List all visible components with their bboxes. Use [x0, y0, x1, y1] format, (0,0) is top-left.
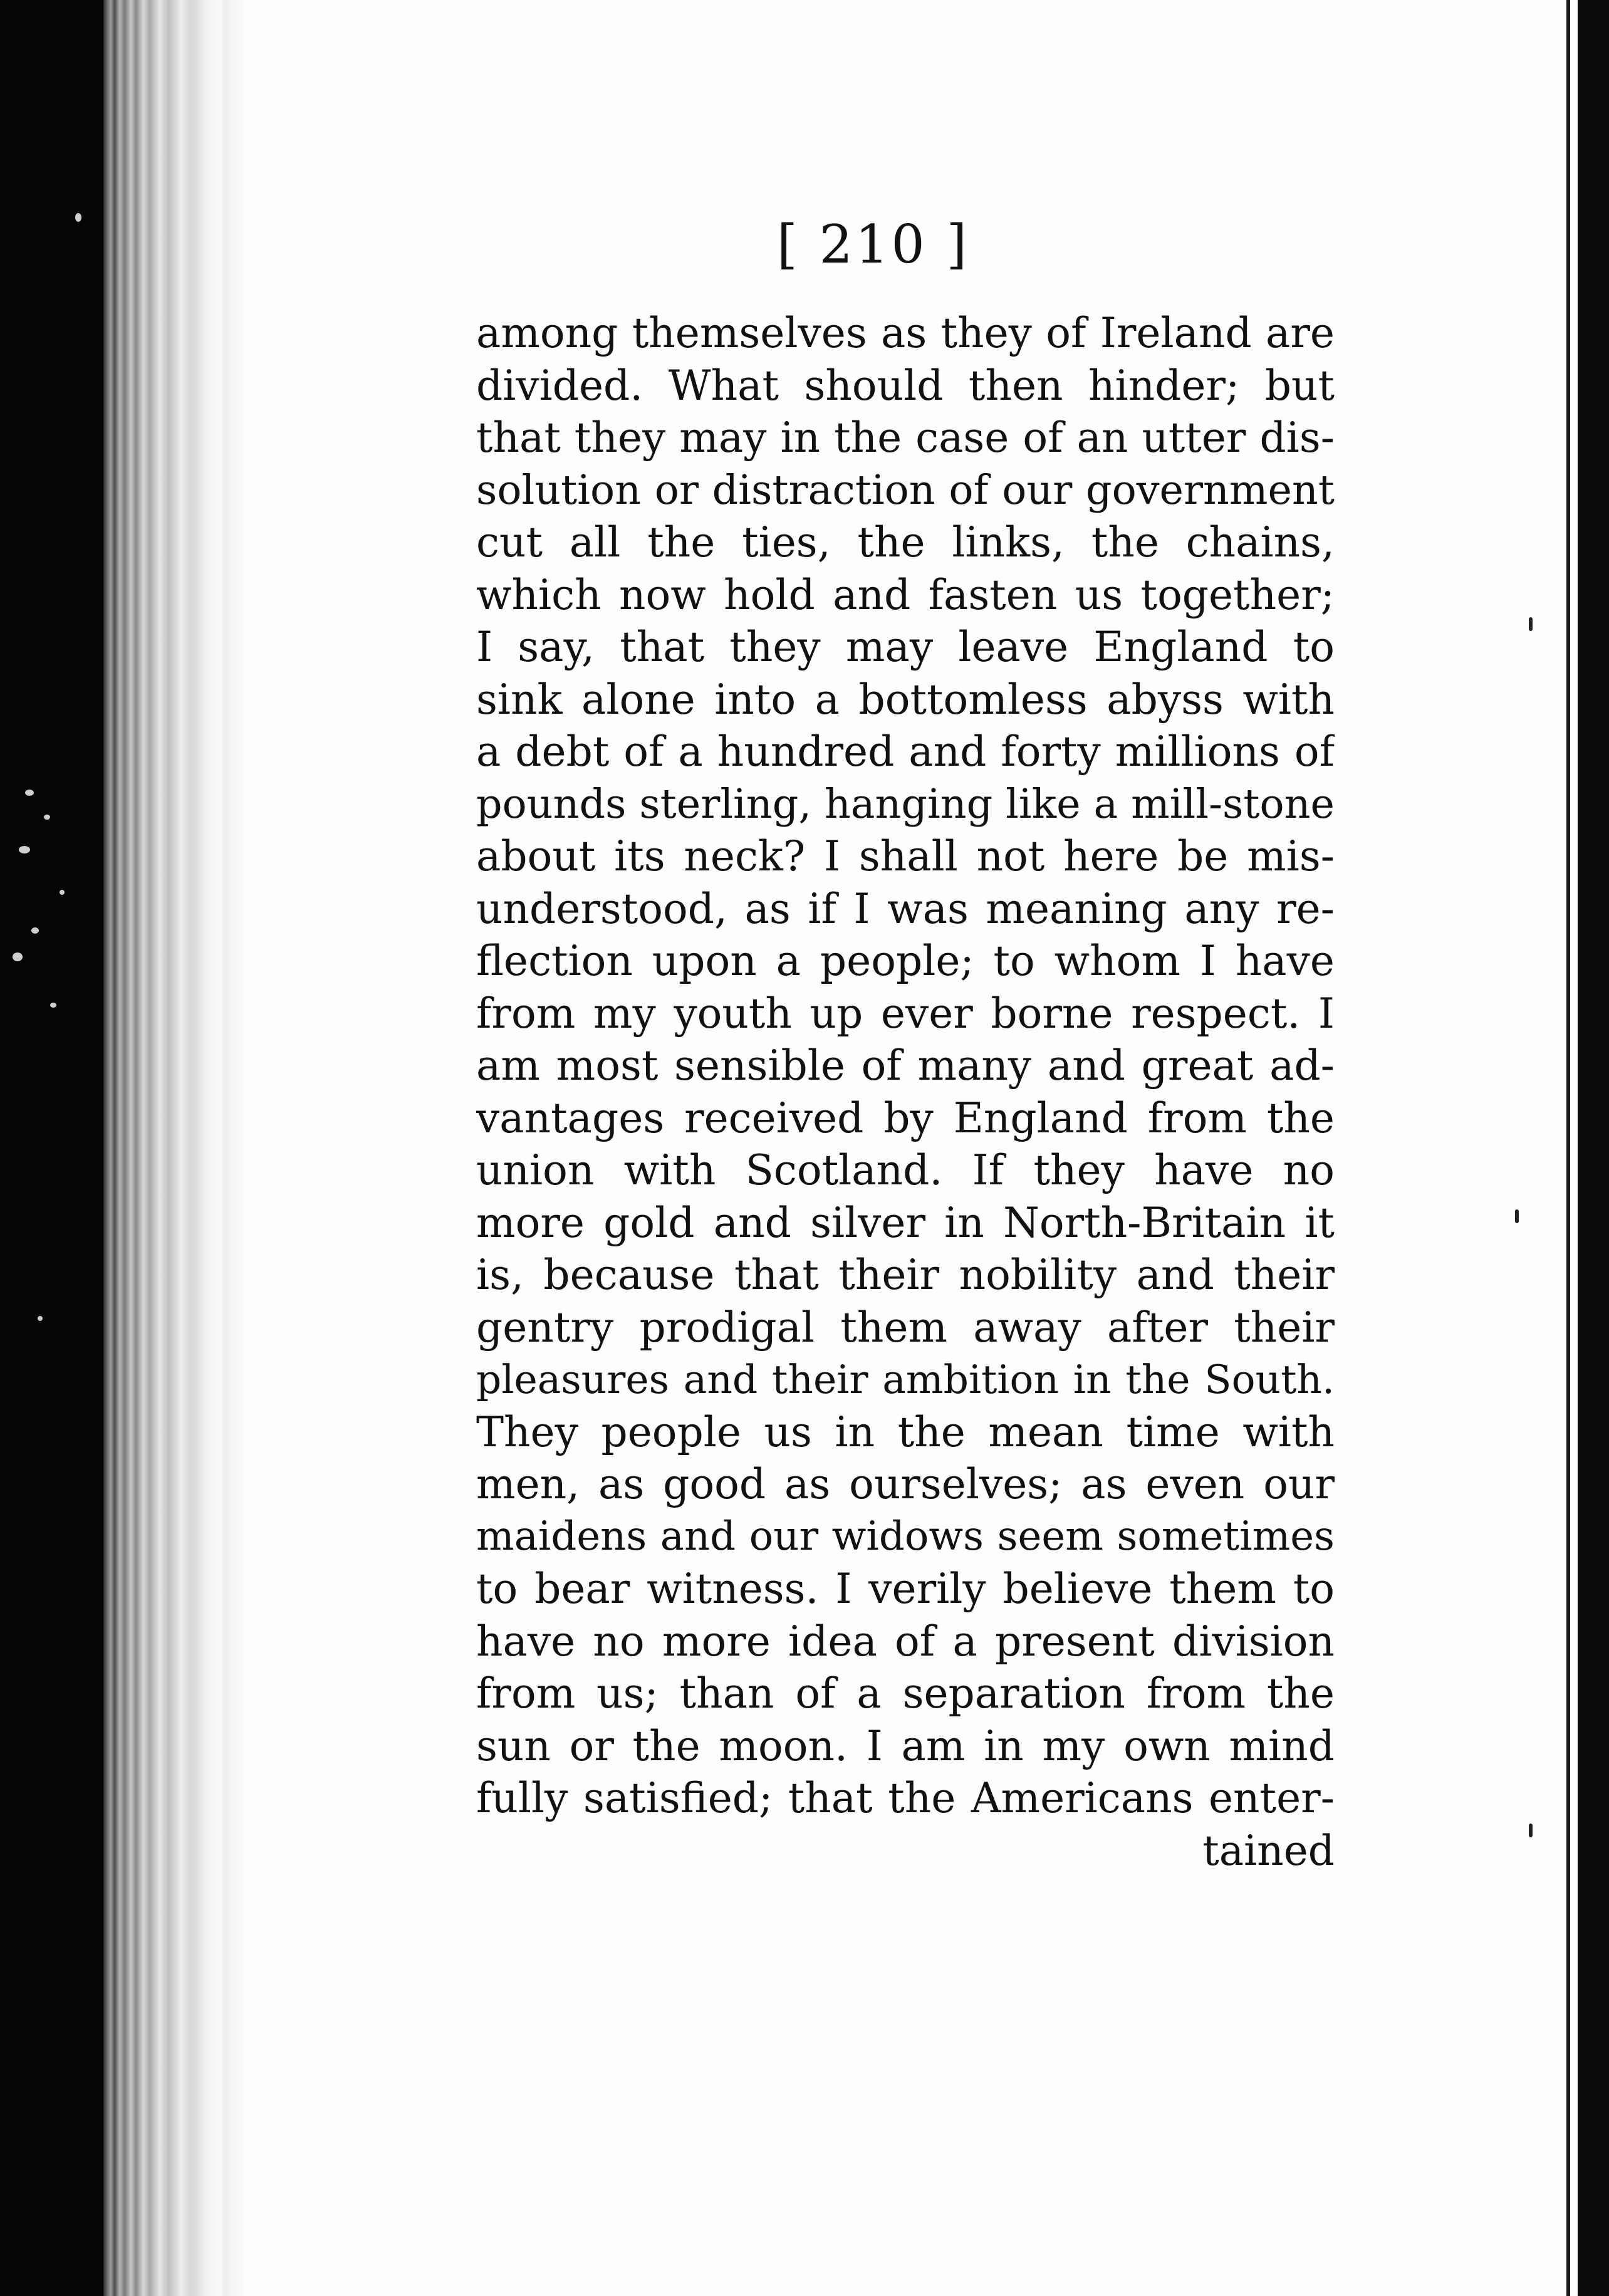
text-line: among themselves as they of Ireland are	[476, 309, 1335, 357]
text-line: cut all the ties, the links, the chains,	[476, 518, 1335, 566]
text-line: flection upon a people; to whom I have	[476, 937, 1335, 985]
catchword: tained	[1202, 1826, 1335, 1875]
text-line: to bear witness. I verily believe them to	[476, 1565, 1335, 1613]
body-text	[476, 307, 1335, 1877]
page-edges	[103, 0, 222, 2296]
text-line: vantages received by England from the	[476, 1093, 1335, 1142]
speck	[13, 952, 23, 961]
text-line: sun or the moon. I am in my own mind	[476, 1721, 1335, 1770]
text-line: a debt of a hundred and forty millions of	[476, 728, 1335, 776]
speck	[19, 846, 30, 853]
speck	[44, 815, 50, 820]
margin-mark	[1515, 1209, 1519, 1223]
text-line: more gold and silver in North-Britain it	[476, 1198, 1335, 1247]
book-gutter	[0, 0, 103, 2296]
text-line: fully satisfied; that the Americans enter-	[476, 1774, 1335, 1822]
text-line: from my youth up ever borne respect. I	[476, 989, 1335, 1038]
text-line: understood, as if I was meaning any re-	[476, 884, 1335, 933]
text-line: pounds sterling, hanging like a mill-stone	[476, 780, 1335, 828]
text-line: is, because that their nobility and their	[476, 1251, 1335, 1299]
text-line: divided. What should then hinder; but	[476, 361, 1335, 410]
text-line: They people us in the mean time with	[476, 1407, 1335, 1456]
margin-mark	[1529, 617, 1533, 631]
speck	[50, 1003, 56, 1008]
text-line: about its neck? I shall not here be mis-	[476, 832, 1335, 880]
speck	[31, 927, 39, 934]
page-number: [ 210 ]	[777, 214, 970, 275]
text-line: pleasures and their ambition in the South.	[476, 1357, 1335, 1402]
speck	[25, 790, 34, 796]
text-line: men, as good as ourselves; as even our	[476, 1460, 1335, 1508]
right-border	[1578, 0, 1609, 2296]
text-line: sink alone into a bottomless abyss with	[476, 675, 1335, 724]
text-line: solution or distraction of our government	[476, 466, 1335, 514]
text-line: that they may in the case of an utter dis-	[476, 414, 1335, 462]
text-line: from us; than of a separation from the	[476, 1669, 1335, 1718]
speck	[75, 213, 81, 222]
margin-mark	[1529, 1824, 1533, 1837]
text-line: am most sensible of many and great ad-	[476, 1041, 1335, 1090]
page-edge-fade	[222, 0, 247, 2296]
text-line: union with Scotland. If they have no	[476, 1146, 1335, 1194]
text-line: maidens and our widows seem sometimes	[476, 1513, 1335, 1560]
speck	[38, 1316, 43, 1321]
text-line: which now hold and fasten us together;	[476, 570, 1335, 619]
text-line: gentry prodigal them away after their	[476, 1303, 1335, 1352]
text-line: have no more idea of a present division	[476, 1617, 1335, 1666]
right-border-line	[1566, 0, 1570, 2296]
text-line: I say, that they may leave England to	[476, 623, 1335, 671]
speck	[60, 890, 65, 895]
